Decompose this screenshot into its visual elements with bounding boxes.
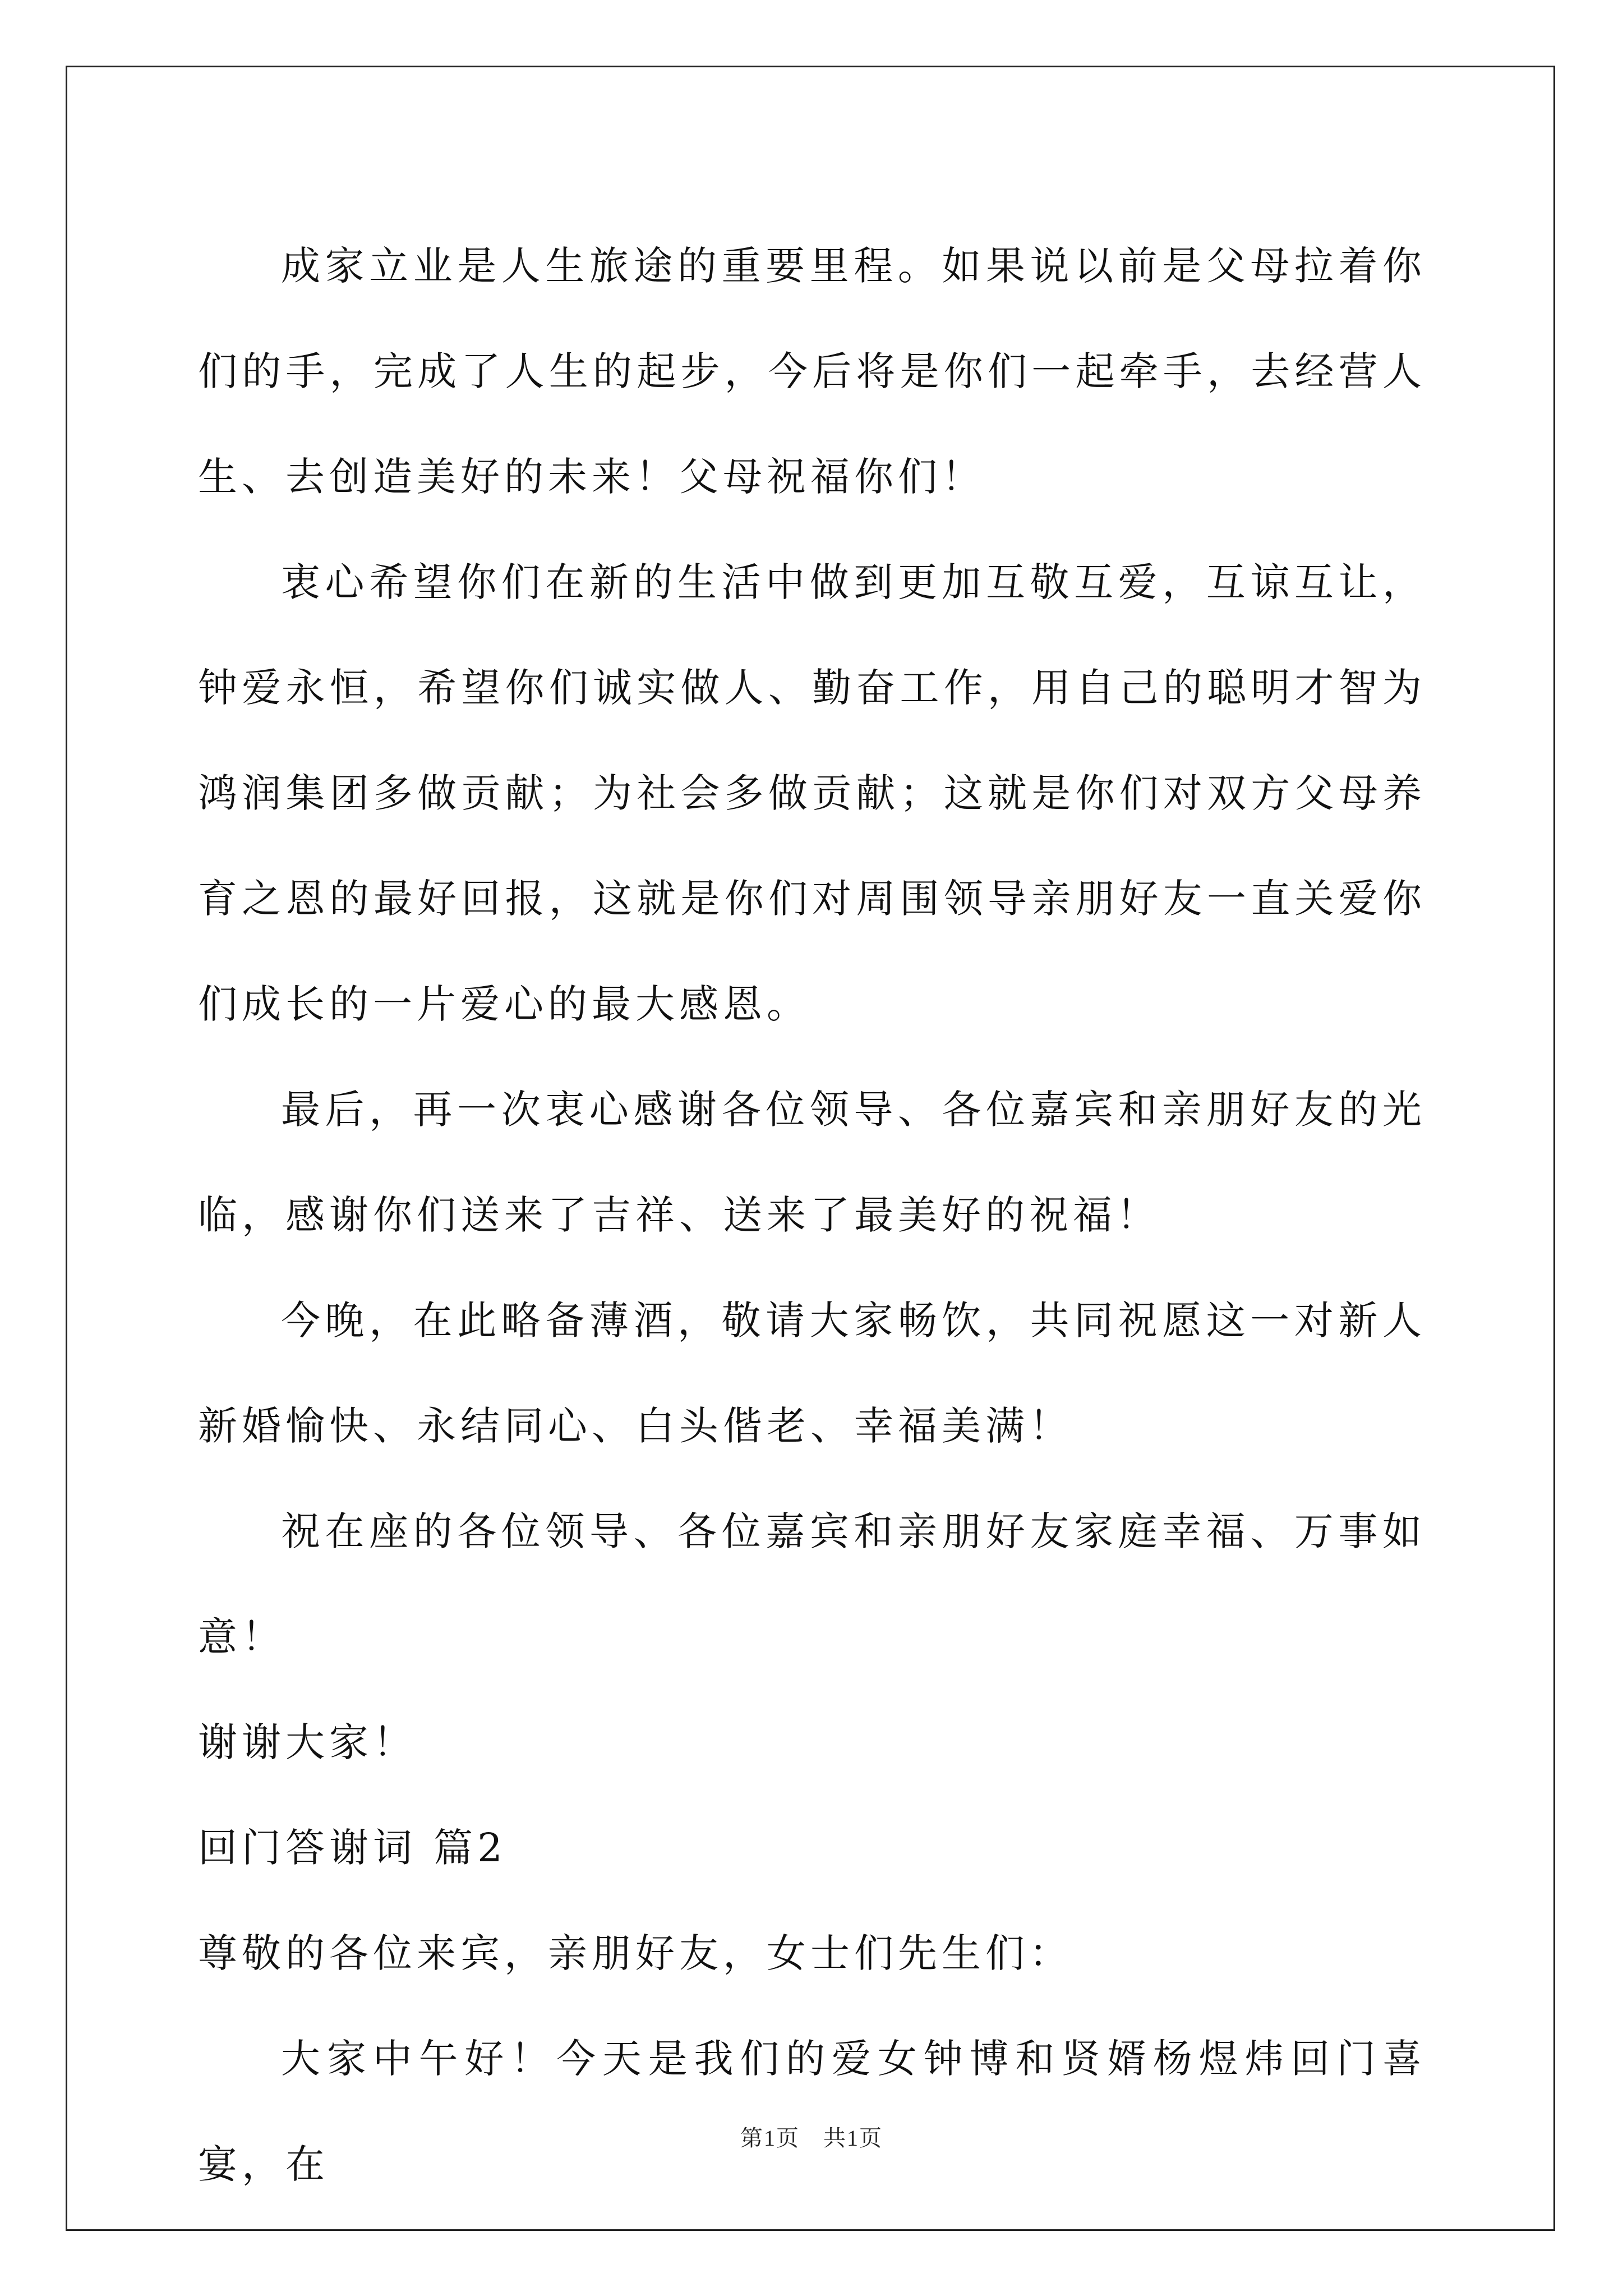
paragraph: 大家中午好！今天是我们的爱女钟博和贤婿杨煜炜回门喜宴，在 [198, 2036, 1426, 2187]
paragraph: 成家立业是人生旅途的重要里程。如果说以前是父母拉着你们的手，完成了人生的起步，今后将是你们一起牵手，去经营人生、去创造美好的未来！父母祝福你们！ [198, 243, 1426, 500]
paragraph: 衷心希望你们在新的生活中做到更加互敬互爱，互谅互让，钟爱永恒，希望你们诚实做人、勤奋工作，用自己的聪明才智为鸿润集团多做贡献；为社会多做贡献；这就是你们对双方父母养育之恩的最好回报，这就是你们对周围领导亲朋好友一直关爱你们成长的一片爱心的最大感恩。 [198, 559, 1426, 1027]
section-heading: 回门答谢词 篇2 [198, 1825, 507, 1871]
salutation: 尊敬的各位来宾，亲朋好友，女士们先生们： [198, 1930, 1073, 1976]
document-body [198, 213, 1426, 2217]
paragraph: 今晚，在此略备薄酒，敬请大家畅饮，共同祝愿这一对新人新婚愉快、永结同心、白头偕老、幸福美满！ [198, 1297, 1426, 1449]
paragraph: 祝在座的各位领导、各位嘉宾和亲朋好友家庭幸福、万事如意！ [198, 1508, 1426, 1660]
paragraph: 谢谢大家！ [198, 1719, 417, 1765]
page-number-footer: 第1页 共1页 [740, 2125, 883, 2151]
paragraph: 最后，再一次衷心感谢各位领导、各位嘉宾和亲朋好友的光临，感谢你们送来了吉祥、送来了最美好的祝福！ [198, 1087, 1426, 1238]
